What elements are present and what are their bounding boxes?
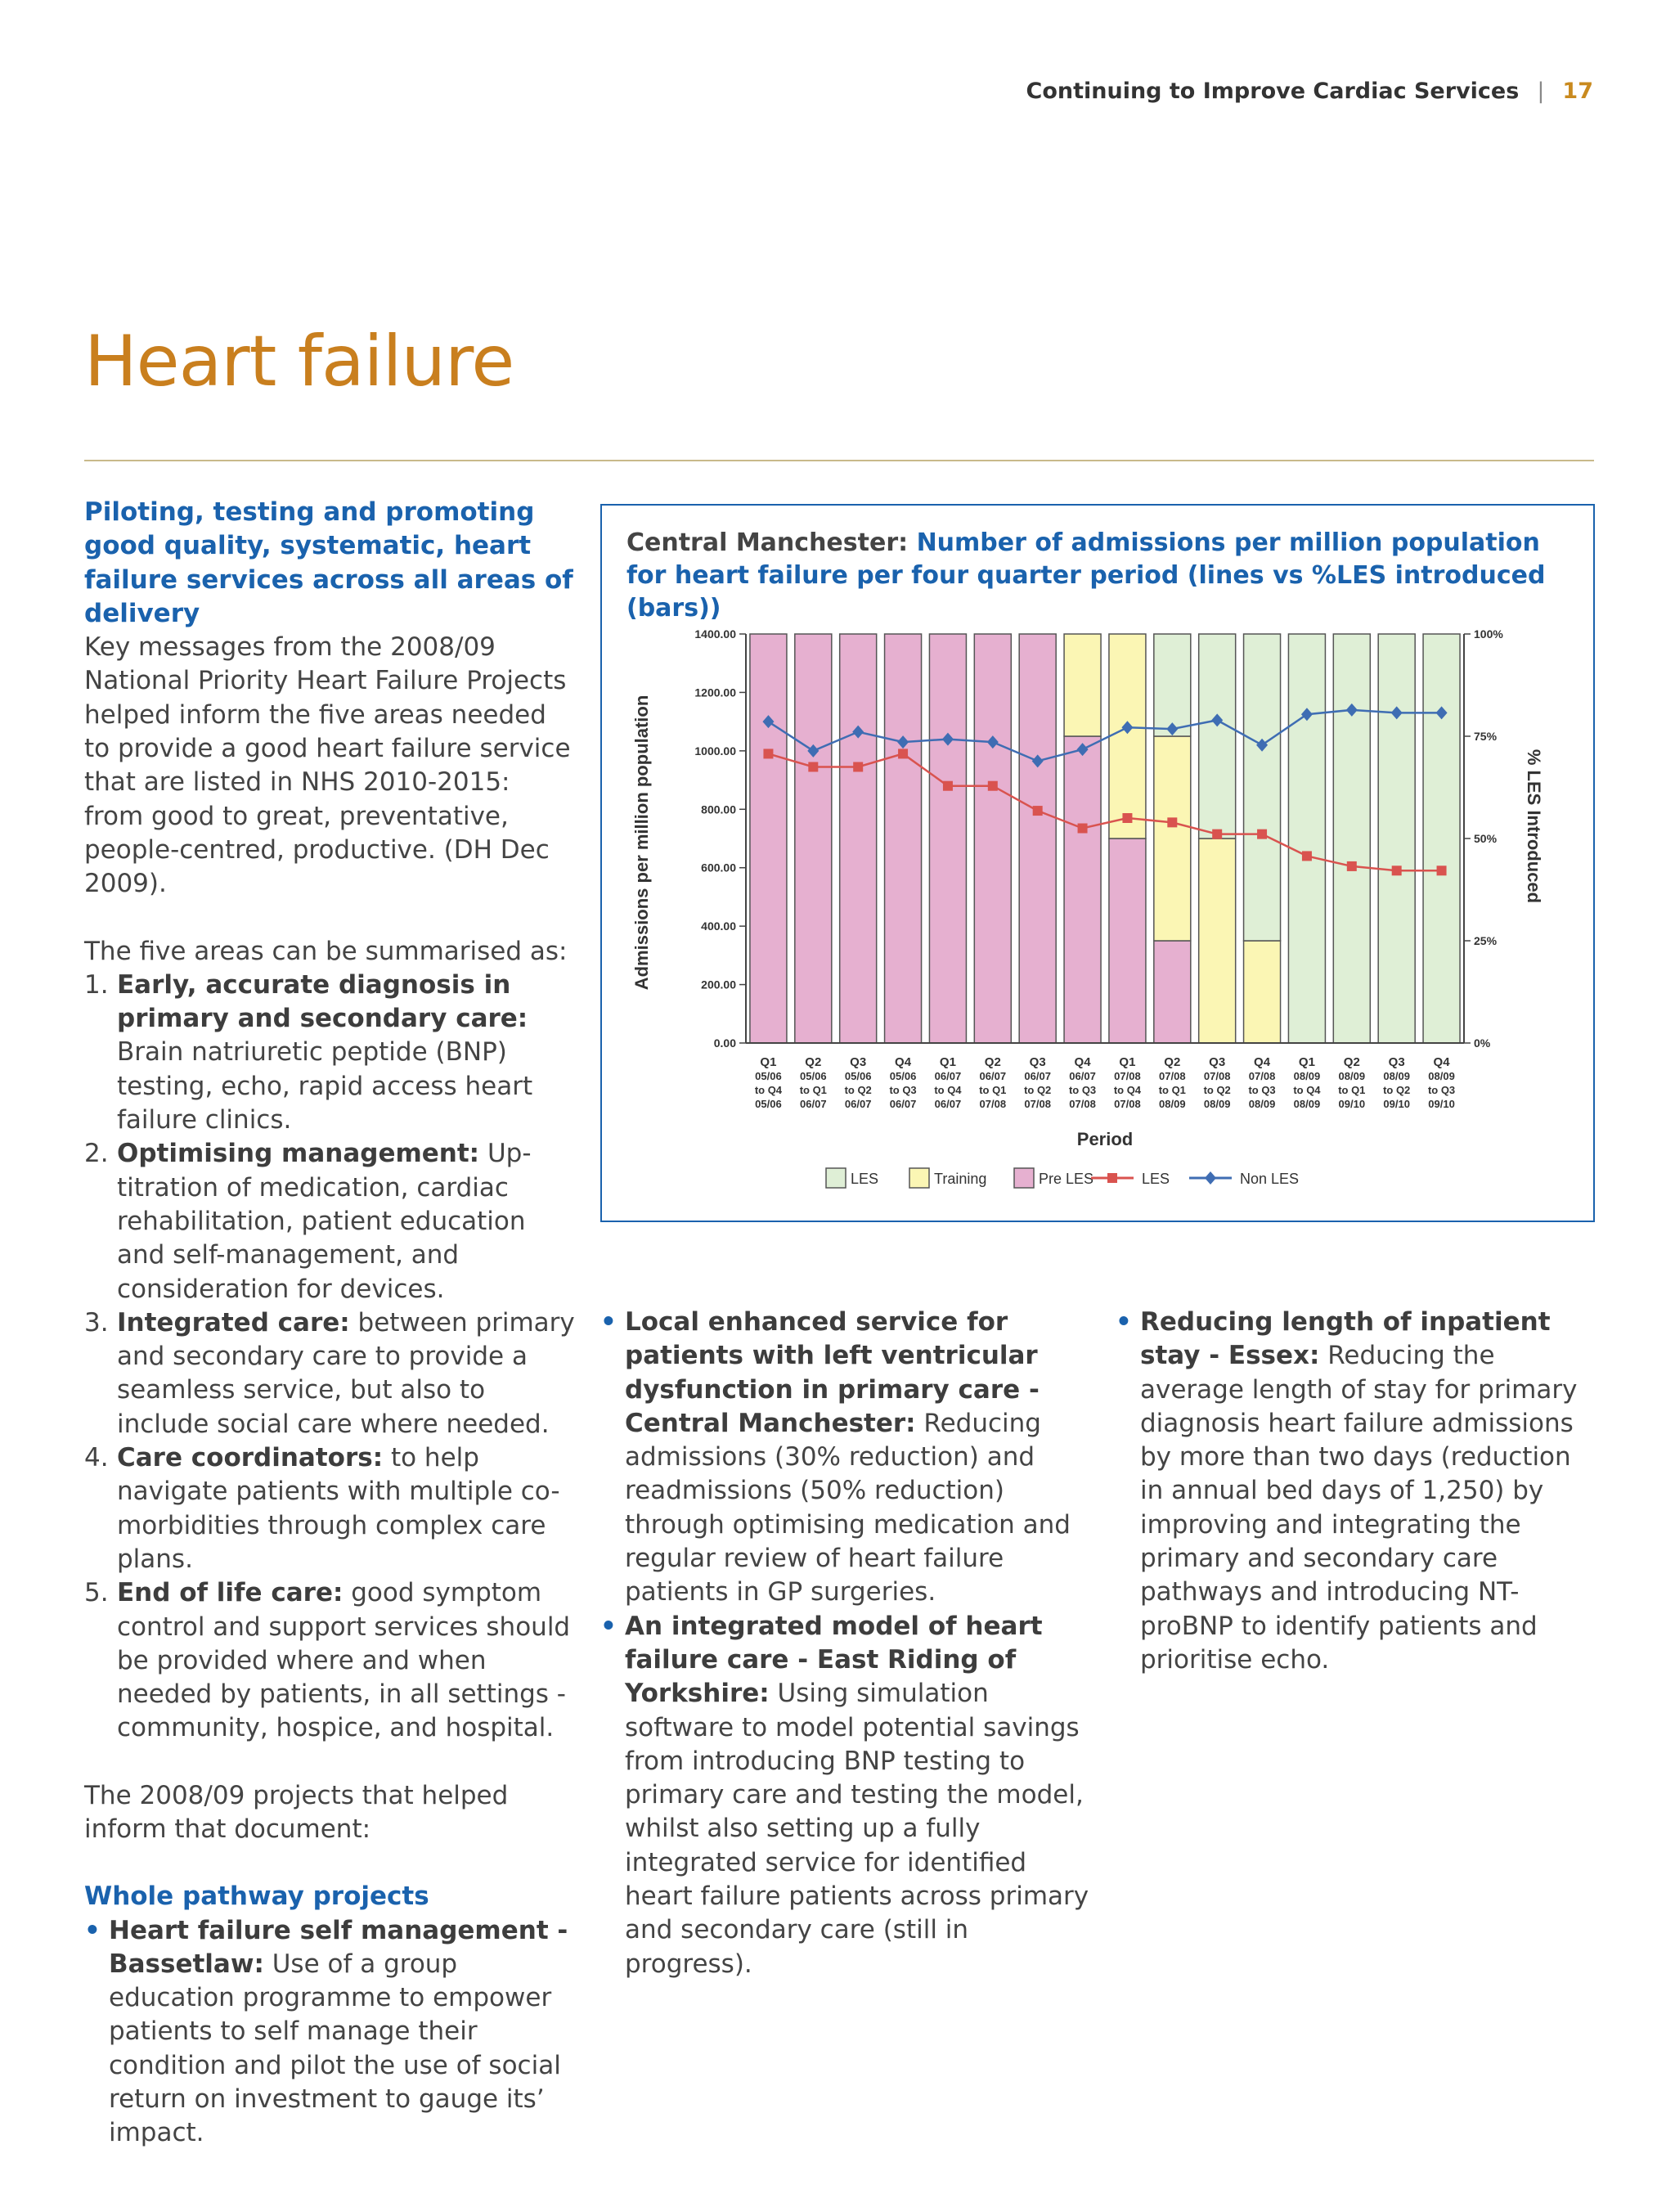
x-tick-label: 08/09 [1428,1070,1455,1082]
chart-panel [600,504,1595,1222]
x-tick-label: 08/09 [1383,1070,1410,1082]
x-tick-label: to Q2 [844,1084,872,1096]
area-item [84,969,575,1137]
bar-segment [1423,634,1460,1043]
x-tick-label: 08/09 [1338,1070,1366,1082]
bar-segment [1244,634,1281,941]
bullet-title: Heart failure self management - Bassetlaw: [109,1915,568,1979]
y-tick-label: 800.00 [701,803,736,816]
bar-segment [1154,941,1191,1043]
x-tick-label: 05/06 [755,1070,782,1082]
bar-segment [1244,941,1281,1043]
x-tick-label: to Q4 [1113,1084,1142,1096]
y2-tick-label: 100% [1474,627,1503,641]
y-axis-title: Admissions per million population [631,695,652,991]
bar-segment [1378,634,1415,1043]
x-tick-label: Q4 [1254,1055,1271,1069]
bullet-dot: • [1116,1307,1132,1337]
legend-marker [1107,1173,1117,1183]
x-tick-label: 06/07 [979,1070,1007,1082]
x-tick-label: 05/06 [800,1070,827,1082]
bar-segment [974,634,1011,1043]
projects-intro: The 2008/09 projects that helped inform that document: [84,1780,509,1844]
x-tick-label: Q2 [805,1055,822,1069]
x-tick-label: 06/07 [1069,1070,1096,1082]
x-tick-label: 06/07 [800,1098,827,1110]
x-tick-label: 07/08 [1069,1098,1096,1110]
line-point-square [988,781,998,791]
y2-tick-label: 75% [1474,730,1498,743]
bar-segment [1109,634,1146,838]
x-tick-label: to Q2 [1383,1084,1411,1096]
x-tick-label: 08/09 [1248,1098,1276,1110]
y2-tick-label: 25% [1474,934,1498,947]
y-tick-label: 200.00 [701,978,736,991]
x-tick-label: 05/06 [844,1070,872,1082]
area-item [84,1306,575,1441]
admissions-chart [602,506,1593,1221]
line-point-square [1122,813,1132,823]
chart-title-rest: Number of admissions per million population for heart failure per four quarter period (lines vs %LES introduced (bars)) [626,528,1546,623]
section-title: Continuing to Improve Cardiac Services [1026,79,1520,104]
area-item [84,1137,575,1306]
y2-tick-label: 50% [1474,832,1498,845]
x-tick-label: 06/07 [844,1098,872,1110]
x-tick-label: to Q2 [1024,1084,1052,1096]
x-tick-label: Q4 [895,1055,912,1069]
pathway-heading: Whole pathway projects [84,1882,429,1912]
x-tick-label: Q3 [850,1055,867,1069]
header-separator: | [1537,79,1545,104]
x-tick-label: Q2 [1343,1055,1360,1069]
bullet-text: Reducing the average length of stay for primary diagnosis heart failure admissions by more than two days (reduction in annual bed days of 1,250) by improving and integrating the primary and secondary care pathways and introducing NT-proBNP to identify patients and prioritise echo. [1140,1341,1578,1675]
x-tick-label: to Q2 [1203,1084,1231,1096]
legend-swatch [909,1168,929,1188]
x-tick-label: 06/07 [934,1098,962,1110]
area-title: Early, accurate diagnosis in primary and secondary care: [117,969,528,1034]
x-tick-label: 07/08 [1203,1070,1231,1082]
area-title: End of life care: [117,1578,344,1608]
five-areas-list [84,969,575,1746]
x-tick-label: 08/09 [1203,1098,1231,1110]
bullet-item [600,1306,1091,1610]
middle-bullet-list [600,1306,1091,1981]
right-column [1116,1306,1598,1677]
line-point-square [763,749,773,758]
x-tick-label: 06/07 [889,1098,917,1110]
line-point-square [808,762,818,772]
x-tick-label: 07/08 [1114,1098,1141,1110]
bullet-item [1116,1306,1598,1677]
area-text: between primary and secondary care to provide a seamless service, but also to include social care where needed. [117,1307,575,1439]
legend-label: LES [851,1171,879,1187]
x-axis-title: Period [1076,1129,1134,1149]
bar-segment [1064,736,1101,1043]
area-text: Brain natriuretic peptide (BNP) testing, echo, rapid access heart failure clinics. [117,1037,533,1135]
title-divider [84,460,1594,461]
right-bullet-list [1116,1306,1598,1677]
x-tick-label: 07/08 [1024,1098,1051,1110]
chart-title-lead: Central Manchester: [626,528,909,557]
bar-segment [929,634,966,1043]
x-tick-label: to Q1 [1158,1084,1186,1096]
line-point-square [1078,824,1088,834]
x-tick-label: to Q4 [1293,1084,1321,1096]
area-number: 2. [84,1139,109,1169]
x-tick-label: 07/08 [1248,1070,1276,1082]
area-title: Integrated care: [117,1307,350,1338]
x-tick-label: Q3 [1209,1055,1226,1069]
legend-label: Non LES [1240,1171,1300,1187]
area-item [84,1441,575,1576]
legend-label: Pre LES [1039,1171,1094,1187]
area-item [84,1576,575,1745]
y2-tick-label: 0% [1474,1036,1491,1050]
x-tick-label: Q2 [1164,1055,1181,1069]
area-text: Up-titration of medication, cardiac rehabilitation, patient education and self-management, and consideration for devices. [117,1139,532,1304]
bullet-dot: • [600,1307,617,1337]
line-point-square [943,781,953,791]
line-point-square [1257,830,1267,839]
line-point-square [1167,817,1177,827]
x-tick-label: Q2 [984,1055,1001,1069]
line-point-square [1302,851,1312,861]
legend-swatch [1014,1168,1034,1188]
summary-line: The five areas can be summarised as: [84,936,568,966]
x-tick-label: 08/09 [1159,1098,1186,1110]
x-tick-label: 07/08 [1114,1070,1141,1082]
x-tick-label: to Q1 [1338,1084,1366,1096]
line-point-square [1437,865,1447,875]
area-number: 3. [84,1307,109,1338]
bar-segment [795,634,832,1043]
y-tick-label: 1200.00 [694,686,736,699]
y-tick-label: 0.00 [713,1036,736,1050]
legend-label: LES [1142,1171,1170,1187]
legend-swatch [826,1168,846,1188]
bar-segment [1154,736,1191,941]
x-tick-label: 05/06 [755,1098,782,1110]
line-point-square [1392,865,1402,875]
y-tick-label: 1400.00 [694,627,736,641]
bar-segment [1199,838,1236,1043]
bar-segment [1019,634,1056,1043]
page-title: Heart failure [84,321,514,402]
bullet-dot: • [600,1611,617,1641]
area-number: 1. [84,969,109,1000]
x-tick-label: 06/07 [934,1070,962,1082]
x-tick-label: Q1 [939,1055,956,1069]
area-text: good symptom control and support services should be provided where and when needed by patients, in all settings - community, hospice, and hospital. [117,1578,571,1743]
legend-label: Training [934,1171,987,1187]
bar-segment [1064,634,1101,736]
x-tick-label: 07/08 [979,1098,1007,1110]
line-point-square [1212,830,1222,839]
bullet-title: An integrated model of heart failure care - East Riding of Yorkshire: [625,1611,1043,1709]
x-tick-label: to Q4 [934,1084,962,1096]
area-title: Optimising management: [117,1139,480,1169]
x-tick-label: Q1 [1119,1055,1136,1069]
x-tick-label: 08/09 [1293,1070,1321,1082]
bullet-title: Reducing length of inpatient stay - Essex: [1140,1307,1551,1371]
x-tick-label: to Q3 [889,1084,917,1096]
x-tick-label: Q4 [1433,1055,1450,1069]
y-tick-label: 400.00 [701,919,736,933]
x-tick-label: 05/06 [889,1070,917,1082]
line-point-square [853,762,863,772]
middle-column [600,1306,1091,1981]
bullet-title: Local enhanced service for patients with left ventricular dysfunction in primary care - Central Manchester: [625,1307,1040,1438]
x-tick-label: to Q3 [1068,1084,1097,1096]
x-tick-label: to Q3 [1248,1084,1276,1096]
x-tick-label: Q1 [760,1055,777,1069]
bullet-dot: • [84,1915,101,1945]
y2-axis-title: % LES Introduced [1524,749,1544,904]
bar-segment [1154,634,1191,736]
legend-marker [1205,1171,1216,1185]
bullet-text: Use of a group education programme to empower patients to self manage their condition and pilot the use of social return on investment to gauge its’ impact. [109,1949,561,2148]
y-tick-label: 600.00 [701,861,736,874]
line-point-square [1033,806,1043,816]
bar-segment [1109,838,1146,1043]
area-number: 4. [84,1443,109,1473]
y-tick-label: 1000.00 [694,744,736,758]
bar-segment [1333,634,1370,1043]
pathway-bullet-list [84,1914,575,2151]
x-tick-label: Q1 [1298,1055,1315,1069]
area-number: 5. [84,1578,109,1608]
bar-segment [750,634,787,1043]
bar-segment [1199,634,1236,838]
x-tick-label: 09/10 [1383,1098,1410,1110]
x-tick-label: Q4 [1074,1055,1091,1069]
left-heading: Piloting, testing and promoting good quality, systematic, heart failure services across all areas of delivery [84,497,573,628]
x-tick-label: to Q3 [1427,1084,1456,1096]
x-tick-label: Q3 [1029,1055,1046,1069]
bullet-item [600,1610,1091,1981]
x-tick-label: to Q4 [754,1084,783,1096]
x-tick-label: 07/08 [1159,1070,1186,1082]
bullet-item [84,1914,575,2151]
area-title: Care coordinators: [117,1443,384,1473]
bar-segment [1288,634,1325,1043]
bar-segment [840,634,877,1043]
line-point-square [898,749,908,758]
x-tick-label: Q3 [1388,1055,1405,1069]
page-number: 17 [1562,79,1593,104]
bullet-text: Reducing admissions (30% reduction) and readmissions (50% reduction) through optimising medication and regular review of heart failure patients in GP surgeries. [625,1408,1071,1607]
x-tick-label: to Q1 [979,1084,1007,1096]
x-tick-label: 08/09 [1293,1098,1321,1110]
intro-paragraph: Key messages from the 2008/09 National Priority Heart Failure Projects helped inform the five areas needed to provide a good heart failure service that are listed in NHS 2010-2015: from good to great, preventative, people-centred, productive. (DH Dec 2009). [84,632,571,899]
area-text: to help navigate patients with multiple co-morbidities through complex care plans. [117,1443,560,1574]
x-tick-label: 06/07 [1024,1070,1051,1082]
page-header [1026,79,1594,104]
bullet-text: Using simulation software to model potential savings from introducing BNP testing to primary care and testing the model, whilst also setting up a fully integrated service for identified heart failure patients across primary and secondary care (still in progress). [625,1679,1089,1979]
x-tick-label: to Q1 [799,1084,827,1096]
x-tick-label: 09/10 [1338,1098,1366,1110]
x-tick-label: 09/10 [1428,1098,1455,1110]
line-point-square [1347,861,1357,871]
bar-segment [885,634,922,1043]
left-column [84,496,575,2151]
